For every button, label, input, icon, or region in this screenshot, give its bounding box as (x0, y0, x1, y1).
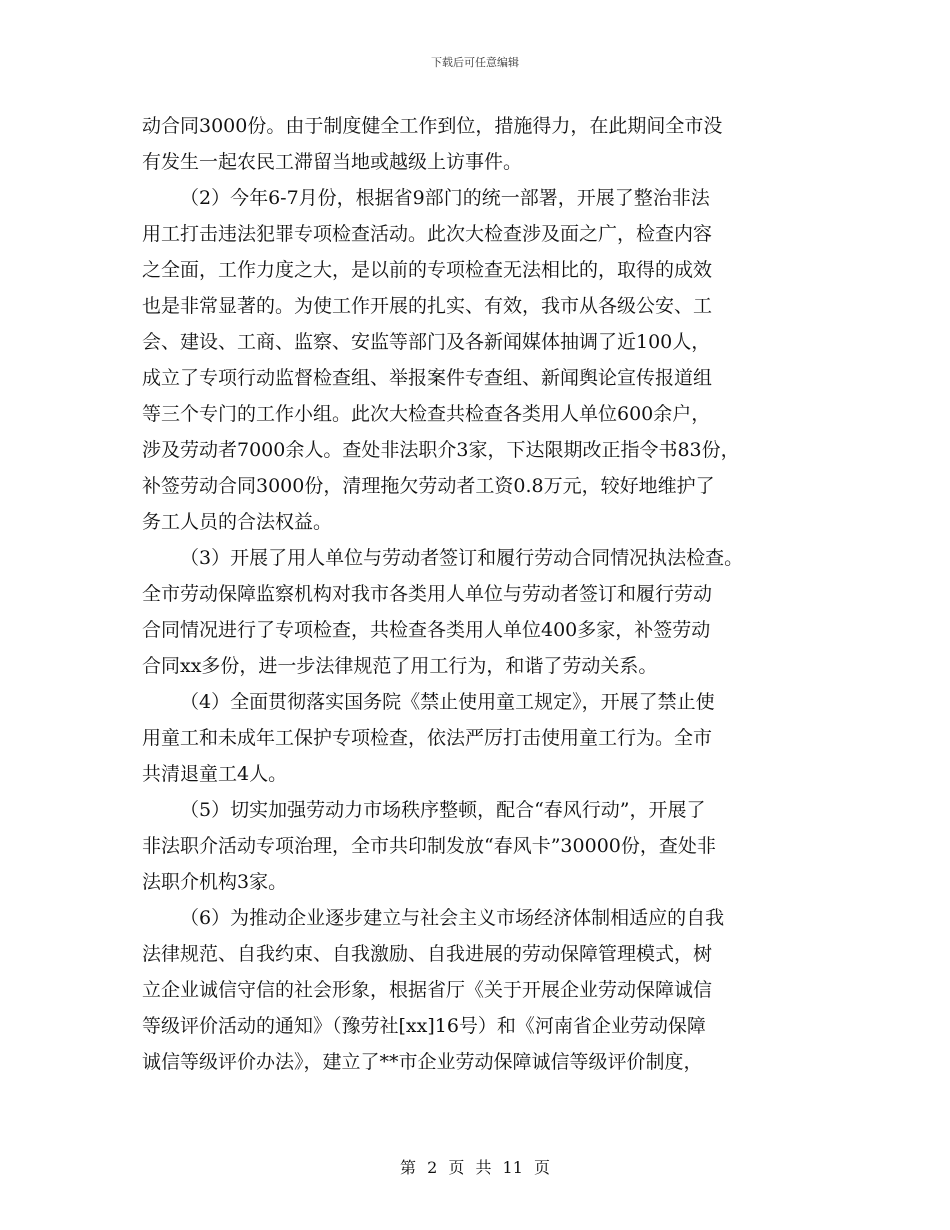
text-line: 共清退童工4人。 (142, 763, 288, 785)
document-body (142, 108, 814, 1080)
page-header: 下载后可任意编辑 (431, 56, 519, 69)
text-line: 全市劳动保障监察机构对我市各类用人单位与劳动者签订和履行劳动 (142, 583, 713, 605)
paragraph-start-line: （3）开展了用人单位与劳动者签订和履行劳动合同情况执法检查。 (180, 547, 744, 569)
paragraph-start-line: （5）切实加强劳动力市场秩序整顿，配合“春风行动”，开展了 (180, 799, 706, 821)
text-line: 合同情况进行了专项检查，共检查各类用人单位400多家，补签劳动 (142, 619, 711, 641)
text-line: 等级评价活动的通知》（豫劳社[xx]16号）和《河南省企业劳动保障 (142, 1015, 706, 1037)
text-line: 法律规范、自我约束、自我激励、自我进展的劳动保障管理模式，树 (142, 943, 713, 965)
text-line: 有发生一起农民工滞留当地或越级上访事件。 (142, 151, 523, 173)
text-line: 涉及劳动者7000余人。查处非法职介3家，下达限期改正指令书83份， (142, 439, 740, 461)
paragraph-start-line: （4）全面贯彻落实国务院《禁止使用童工规定》，开展了禁止使 (180, 691, 715, 713)
paragraph-start-line: （2）今年6-7月份，根据省9部门的统一部署，开展了整治非法 (180, 187, 710, 209)
text-line: 立企业诚信守信的社会形象，根据省厅《关于开展企业劳动保障诚信 (142, 979, 713, 1001)
text-line: 用童工和未成年工保护专项检查，依法严厉打击使用童工行为。全市 (142, 727, 713, 749)
text-line: 成立了专项行动监督检查组、举报案件专查组、新闻舆论宣传报道组 (142, 367, 713, 389)
text-line: 合同xx多份，进一步法律规范了用工行为，和谐了劳动关系。 (142, 655, 658, 677)
text-line: 用工打击违法犯罪专项检查活动。此次大检查涉及面之广，检查内容 (142, 223, 713, 245)
text-line: 诚信等级评价办法》，建立了**市企业劳动保障诚信等级评价制度， (142, 1051, 703, 1073)
text-line: 也是非常显著的。为使工作开展的扎实、有效，我市从各级公安、工 (142, 295, 713, 317)
text-line: 等三个专门的工作小组。此次大检查共检查各类用人单位600余户， (142, 403, 711, 425)
text-line: 法职介机构3家。 (142, 871, 288, 893)
text-line: 补签劳动合同3000份，清理拖欠劳动者工资0.8万元，较好地维护了 (142, 475, 715, 497)
text-line: 之全面，工作力度之大，是以前的专项检查无法相比的，取得的成效 (142, 259, 713, 281)
text-line: 会、建设、工商、监察、安监等部门及各新闻媒体抽调了近100人， (142, 331, 711, 353)
text-line: 非法职介活动专项治理，全市共印制发放“春风卡”30000份，查处非 (142, 835, 716, 857)
page-footer: 第 2 页 共 11 页 (400, 1158, 550, 1177)
text-line: 动合同3000份。由于制度健全工作到位，措施得力，在此期间全市没 (142, 115, 723, 137)
paragraph-start-line: （6）为推动企业逐步建立与社会主义市场经济体制相适应的自我 (180, 907, 725, 929)
text-line: 务工人员的合法权益。 (142, 511, 333, 533)
